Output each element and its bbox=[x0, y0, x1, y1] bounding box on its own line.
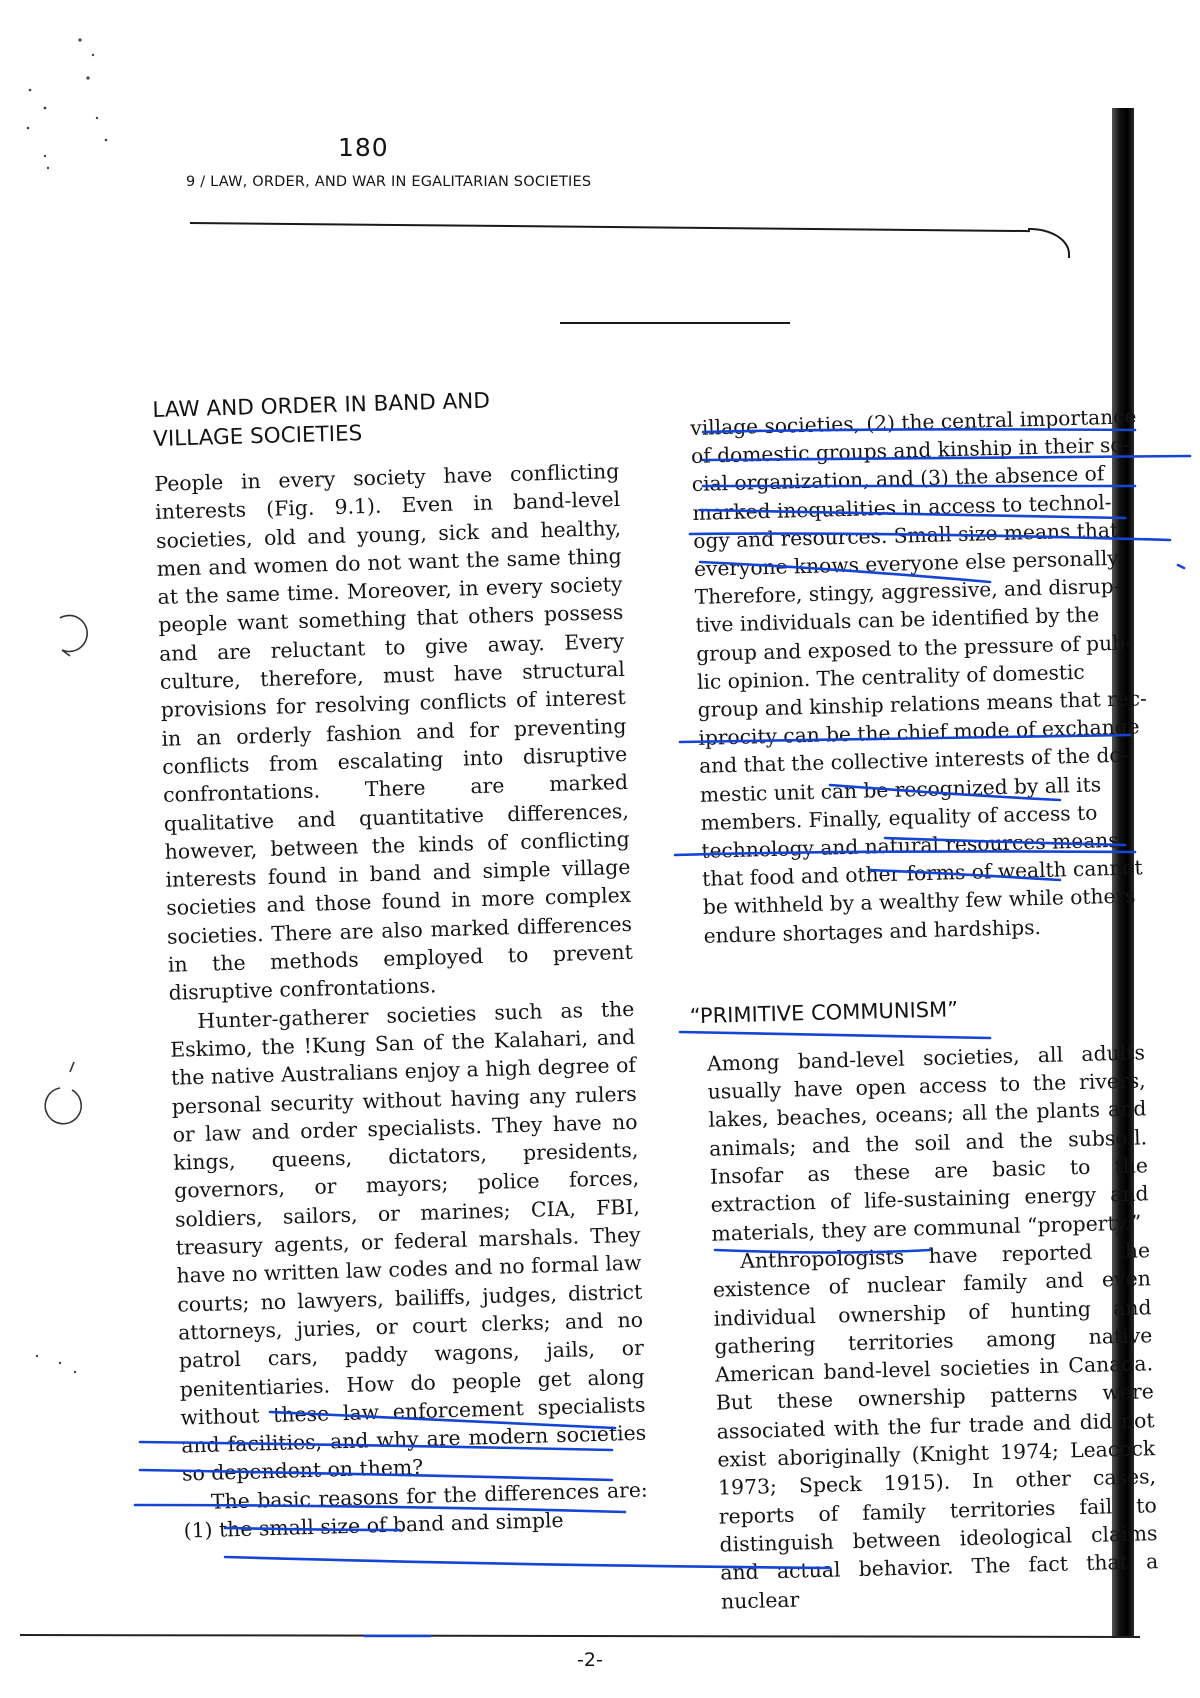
left-section-heading bbox=[152, 383, 618, 454]
right-line: endure shortages and hardships. bbox=[703, 914, 1042, 948]
right-line: group and exposed to the pressure of pub- bbox=[695, 630, 1133, 666]
left-paragraph-3: The basic reasons for the differences are: (1) the small size of band and simple bbox=[183, 1477, 649, 1543]
margin-scribble-tick bbox=[70, 1062, 74, 1072]
right-line: everyone knows everyone else personally. bbox=[693, 545, 1123, 581]
speck bbox=[92, 54, 94, 56]
right-column bbox=[690, 403, 1159, 1616]
right-line: ogy and resources. Small size means that bbox=[693, 517, 1119, 553]
speck bbox=[96, 117, 98, 119]
right-line: mestic unit can be recognized by all its bbox=[699, 772, 1102, 807]
header-rule-curl bbox=[1028, 228, 1070, 258]
right-line: be withheld by a wealthy few while others bbox=[702, 883, 1136, 920]
heading-line-2: VILLAGE SOCIETIES bbox=[152, 421, 363, 452]
speck bbox=[27, 127, 30, 130]
speck bbox=[47, 167, 49, 169]
right-line: group and kinship relations means that rec- bbox=[697, 686, 1148, 722]
speck bbox=[44, 155, 46, 157]
right-paragraph-2: Anthropologists have reported the existence of nuclear family and even individual ownership of hunting and gathering territories among native American band-level societies in Canada. But these ownership patterns were associated with the fur trade and did not exist aboriginally (Knight 1974; Leacock 1973; Speck 1915). In other cases, reports of family territories fail to distinguish between ideological claims and actual behavior. The fact that a nuclear bbox=[712, 1238, 1159, 1614]
margin-tick bbox=[1178, 565, 1184, 568]
speck bbox=[74, 1371, 76, 1373]
primitive-communism-heading: “PRIMITIVE COMMUNISM” bbox=[689, 997, 959, 1029]
margin-scribble-circle bbox=[45, 1088, 81, 1124]
left-paragraph-2: Hunter-gatherer societies such as the Eskimo, the !Kung San of the Kalahari, and the native Australians enjoy a high degree of personal security without having any rulers or law and order specialists. They have no kings, queens, dictators, presidents, governors, or mayors; police forces, soldiers, sailors, or marines; CIA, FBI, treasury agents, or federal marshals. They have no written law codes and no formal law courts; no lawyers, bailiffs, judges, district attorneys, juries, or court clerks; and no patrol cars, paddy wagons, jails, or penitentiaries. How do people get along without these law enforcement specialists and facilities, and why are modern societies so dependent on them? bbox=[169, 996, 647, 1486]
right-line: of domestic groups and kinship in their so- bbox=[690, 432, 1130, 469]
speck bbox=[86, 76, 89, 79]
right-line: Therefore, stingy, aggressive, and disrup- bbox=[694, 574, 1121, 610]
right-line: iprocity can be the chief mode of exchange bbox=[698, 714, 1140, 751]
page-number: 180 bbox=[338, 133, 389, 162]
heading-line-1: LAW AND ORDER IN BAND AND bbox=[152, 388, 491, 423]
left-column bbox=[152, 383, 649, 1545]
right-line: and that the collective interests of the do- bbox=[698, 743, 1129, 779]
right-line: cial organization, and (3) the absence of bbox=[691, 461, 1105, 497]
speck bbox=[29, 89, 32, 92]
right-line: members. Finally, equality of access to bbox=[700, 800, 1098, 835]
section-divider bbox=[560, 322, 790, 324]
running-head: 9 / LAW, ORDER, AND WAR IN EGALITARIAN SOCIETIES bbox=[186, 174, 592, 190]
speck bbox=[59, 1362, 61, 1364]
footer-rule bbox=[20, 1634, 1140, 1638]
margin-scribble-circle bbox=[60, 615, 87, 656]
right-line: village societies, (2) the central importance bbox=[690, 404, 1137, 440]
footer-page-label: -2- bbox=[577, 1649, 603, 1671]
right-line: marked inequalities in access to technol- bbox=[692, 489, 1112, 525]
right-paragraph-1: Among band-level societies, all adults usually have open access to the rivers, lakes, beaches, oceans; all the plants and animals; and the soil and the subsoil. Insofar as these are basic to the extraction of life-sustaining energy and materials, they are communal “property.” bbox=[706, 1040, 1149, 1246]
speck bbox=[78, 38, 81, 41]
right-line: technology and natural resources means bbox=[701, 827, 1119, 863]
right-line: that food and other forms of wealth cannot bbox=[701, 855, 1143, 892]
speck bbox=[36, 1355, 38, 1357]
speck bbox=[44, 107, 47, 110]
right-line: tive individuals can be identified by the bbox=[695, 602, 1100, 638]
speck bbox=[105, 139, 108, 142]
right-continued-paragraph bbox=[690, 403, 1148, 950]
left-paragraph-1: People in every society have conflicting interests (Fig. 9.1). Even in band-level societies, old and young, sick and healthy, men and women do not want the same thing at the same time. Moreover, in every society people want something that others possess and are reluctant to give away. Every culture, therefore, must have structural provisions for resolving conflicts of interest in an orderly fashion and for preventing conflicts from escalating into disruptive confrontations. There are marked qualitative and quantitative differences, however, between the kinds of conflicting interests found in band and simple village societies and those found in more complex societies. There are also marked differences in the methods employed to prevent disruptive confrontations. bbox=[154, 458, 634, 1006]
right-line: lic opinion. The centrality of domestic bbox=[696, 659, 1085, 694]
header-rule bbox=[190, 222, 1030, 232]
